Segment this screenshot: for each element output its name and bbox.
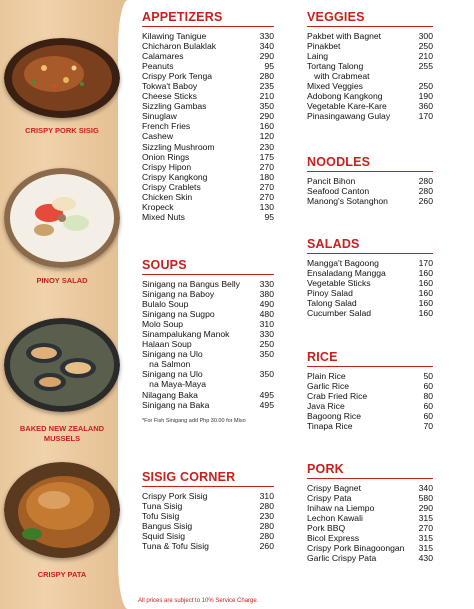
menu-item xyxy=(307,71,433,81)
menu-item-name: Ensaladang Mangga xyxy=(307,268,386,279)
menu-item xyxy=(142,101,274,111)
menu-item-name: Molo Soup xyxy=(142,319,184,330)
menu-item-name: Plain Rice xyxy=(307,371,346,381)
soups-section xyxy=(142,258,274,424)
menu-item-name: Crispy Crablets xyxy=(142,181,201,192)
menu-item-price: 160 xyxy=(418,278,433,289)
menu-item-name: Cheese Sticks xyxy=(142,91,197,102)
menu-item-price: 330 xyxy=(259,31,274,41)
image-caption: BAKED NEW ZEALAND MUSSELS xyxy=(19,424,105,443)
section-title: SALADS xyxy=(307,237,433,254)
menu-item-name: Pancit Bihon xyxy=(307,176,356,186)
menu-item-price: 230 xyxy=(259,511,274,522)
menu-item xyxy=(142,491,274,501)
menu-item-name: Squid Sisig xyxy=(142,531,185,542)
menu-item-price: 170 xyxy=(418,111,433,122)
menu-item-price: 350 xyxy=(259,101,274,112)
menu-item xyxy=(142,400,274,410)
menu-item-name: Sinigang na Bangus Belly xyxy=(142,279,240,289)
menu-item-name: Mangga't Bagoong xyxy=(307,258,379,268)
menu-item xyxy=(307,41,433,51)
menu-item xyxy=(142,71,274,81)
menu-item-name: Crispy Pork Tenga xyxy=(142,71,213,82)
menu-item-price: 430 xyxy=(418,553,433,564)
menu-item-price: 230 xyxy=(259,141,274,152)
menu-item xyxy=(307,81,433,91)
menu-item-name: Onion Rings xyxy=(142,151,190,162)
menu-item-price: 315 xyxy=(418,513,433,524)
menu-item-name: Crispy Kangkong xyxy=(142,171,208,182)
menu-item xyxy=(142,51,274,61)
menu-item-price: 350 xyxy=(259,349,274,360)
menu-item-name: Crispy Pork Sisig xyxy=(142,491,208,501)
menu-item xyxy=(307,288,433,298)
menu-item-price: 270 xyxy=(259,161,274,172)
menu-item-price: 60 xyxy=(423,381,433,392)
menu-item-name: Tuna Sisig xyxy=(142,501,183,512)
menu-item-price: 170 xyxy=(418,258,433,268)
crispy-pork-sisig-photo xyxy=(4,38,120,118)
menu-item-name: Vegetable Kare-Kare xyxy=(307,101,387,112)
pork-section xyxy=(307,462,433,563)
crispy-pata-photo xyxy=(4,462,120,558)
menu-item xyxy=(307,493,433,503)
menu-item xyxy=(307,381,433,391)
veggies-section xyxy=(307,10,433,121)
menu-item xyxy=(307,523,433,533)
menu-item-name: Kilawing Tanigue xyxy=(142,31,207,41)
menu-item xyxy=(142,279,274,289)
menu-item xyxy=(307,31,433,41)
menu-item xyxy=(307,258,433,268)
menu-item-price: 270 xyxy=(418,523,433,534)
menu-item xyxy=(142,390,274,400)
menu-item-price: 130 xyxy=(259,201,274,212)
section-title: VEGGIES xyxy=(307,10,433,27)
menu-item-name: Bulalo Soup xyxy=(142,299,189,310)
menu-item xyxy=(142,111,274,121)
menu-item-name: Talong Salad xyxy=(307,298,357,309)
menu-item-name: Crispy Bagnet xyxy=(307,483,361,493)
menu-item-name: Java Rice xyxy=(307,401,345,412)
menu-item-name: Pinasingawang Gulay xyxy=(307,111,391,122)
menu-item-name: French Fries xyxy=(142,121,191,132)
menu-item-price: 50 xyxy=(423,371,433,381)
menu-item-price: 60 xyxy=(423,411,433,422)
menu-item-name: Cashew xyxy=(142,131,174,142)
menu-item-name: Bangus Sisig xyxy=(142,521,193,532)
menu-item-price: 255 xyxy=(418,61,433,72)
menu-item-name: Pinakbet xyxy=(307,41,341,52)
menu-item xyxy=(142,61,274,71)
menu-item-price: 315 xyxy=(418,533,433,544)
menu-item-price: 490 xyxy=(259,299,274,310)
menu-item-price: 180 xyxy=(259,171,274,182)
menu-item-name: Inihaw na Liempo xyxy=(307,503,375,514)
menu-item xyxy=(307,533,433,543)
menu-item xyxy=(142,349,274,359)
menu-item xyxy=(142,131,274,141)
menu-item xyxy=(142,152,274,162)
menu-item xyxy=(307,91,433,101)
menu-item-price: 70 xyxy=(423,421,433,432)
menu-item-price: 495 xyxy=(259,389,274,400)
menu-item-name: Peanuts xyxy=(142,61,174,72)
menu-item-price: 280 xyxy=(259,501,274,512)
menu-item-price: 280 xyxy=(259,531,274,542)
menu-item xyxy=(142,289,274,299)
menu-item xyxy=(142,501,274,511)
noodles-section xyxy=(307,155,433,206)
menu-item-price: 315 xyxy=(418,543,433,554)
soup-note: *For Fish Sinigang add Php 30.00 for Miso xyxy=(142,417,246,424)
menu-item-price: 160 xyxy=(418,308,433,319)
menu-item-name: Pakbet with Bagnet xyxy=(307,31,382,41)
appetizers-section xyxy=(142,10,274,222)
menu-item-price: 250 xyxy=(418,41,433,52)
image-caption: CRISPY PATA xyxy=(37,570,87,579)
menu-item xyxy=(307,421,433,431)
menu-item-name: Adobong Kangkong xyxy=(307,91,383,102)
menu-item-price: 280 xyxy=(259,521,274,532)
menu-item-price: 310 xyxy=(259,491,274,501)
menu-item xyxy=(307,111,433,121)
menu-item-name: Crispy Pata xyxy=(307,493,352,504)
menu-item xyxy=(142,31,274,41)
menu-item-price: 290 xyxy=(418,503,433,514)
menu-item-price: 270 xyxy=(259,191,274,202)
menu-item-price: 210 xyxy=(259,91,274,102)
menu-item xyxy=(307,391,433,401)
menu-item-price: 480 xyxy=(259,309,274,320)
section-title: NOODLES xyxy=(307,155,433,172)
rice-section xyxy=(307,350,433,431)
menu-item-price: 580 xyxy=(418,493,433,504)
menu-item xyxy=(142,192,274,202)
section-title: PORK xyxy=(307,462,433,479)
menu-item xyxy=(142,162,274,172)
menu-item-price: 120 xyxy=(259,131,274,142)
menu-item xyxy=(142,182,274,192)
image-caption: PINOY SALAD xyxy=(36,276,88,285)
menu-item-price: 280 xyxy=(418,186,433,197)
menu-item xyxy=(142,121,274,131)
menu-item xyxy=(307,308,433,318)
menu-item xyxy=(307,401,433,411)
menu-item-name: Chicharon Bulaklak xyxy=(142,41,217,52)
menu-item xyxy=(142,511,274,521)
menu-item-price: 60 xyxy=(423,401,433,412)
menu-item xyxy=(142,359,274,369)
menu-item-name: Crispy Pork Binagoongan xyxy=(307,543,405,554)
menu-item xyxy=(307,196,433,206)
menu-item-name: Sizzling Mushroom xyxy=(142,141,215,152)
menu-item-price: 280 xyxy=(259,71,274,82)
menu-item-name: Sinuglaw xyxy=(142,111,177,122)
menu-item-name: Crab Fried Rice xyxy=(307,391,368,402)
menu-item-name: Tokwa't Baboy xyxy=(142,81,198,92)
menu-item-price: 380 xyxy=(259,289,274,300)
menu-item-name: na Maya-Maya xyxy=(142,379,206,390)
pinoy-salad-photo xyxy=(4,168,120,268)
sisig-corner-section xyxy=(142,470,274,551)
menu-item xyxy=(142,319,274,329)
menu-item-price: 280 xyxy=(418,176,433,186)
menu-item xyxy=(142,541,274,551)
menu-item xyxy=(142,172,274,182)
menu-item-name: Mixed Nuts xyxy=(142,211,185,222)
menu-item-name: Seafood Canton xyxy=(307,186,370,197)
menu-item-name: Tortang Talong xyxy=(307,61,364,72)
menu-item-name: Chicken Skin xyxy=(142,191,193,202)
menu-item-name: Manong's Sotanghon xyxy=(307,196,388,207)
menu-item-price: 250 xyxy=(418,81,433,92)
menu-item-name: Halaan Soup xyxy=(142,339,192,350)
menu-item xyxy=(307,51,433,61)
menu-item-price: 260 xyxy=(418,196,433,207)
menu-item-price: 160 xyxy=(418,288,433,299)
menu-item-name: Laing xyxy=(307,51,329,62)
menu-item xyxy=(307,61,433,71)
menu-item-name: Lechon Kawali xyxy=(307,513,363,524)
menu-item xyxy=(307,483,433,493)
menu-item-name: Sinampalukang Manok xyxy=(142,329,230,340)
section-title: RICE xyxy=(307,350,433,367)
menu-item-price: 95 xyxy=(264,61,274,72)
menu-item xyxy=(142,369,274,379)
menu-item xyxy=(142,91,274,101)
menu-item-price: 330 xyxy=(259,279,274,289)
menu-item-name: na Salmon xyxy=(142,359,191,370)
baked-mussels-photo xyxy=(4,318,120,412)
menu-item-price: 270 xyxy=(259,181,274,192)
menu-item-name: Sizzling Gambas xyxy=(142,101,207,112)
menu-item-name: Bicol Express xyxy=(307,533,360,544)
menu-item-name: Garlic Rice xyxy=(307,381,350,392)
menu-item-price: 330 xyxy=(259,329,274,340)
menu-item xyxy=(142,339,274,349)
menu-item xyxy=(307,298,433,308)
menu-item-name: Sinigang na Sugpo xyxy=(142,309,215,320)
menu-item xyxy=(142,379,274,389)
menu-item-name: Nilagang Baka xyxy=(142,389,198,400)
menu-item xyxy=(307,553,433,563)
menu-item-name: with Crabmeat xyxy=(307,71,370,82)
menu-item-name: Sinigang na Ulo xyxy=(142,369,203,380)
menu-item-price: 235 xyxy=(259,81,274,92)
menu-item-name: Mixed Veggies xyxy=(307,81,363,92)
menu-item-price: 80 xyxy=(423,391,433,402)
menu-item-price: 160 xyxy=(259,121,274,132)
menu-item-name: Pinoy Salad xyxy=(307,288,353,299)
menu-item-name: Tinapa Rice xyxy=(307,421,353,432)
section-title: APPETIZERS xyxy=(142,10,274,27)
menu-item-price: 340 xyxy=(418,483,433,493)
menu-item-price: 310 xyxy=(259,319,274,330)
menu-item xyxy=(142,142,274,152)
menu-item-name: Sinigang na Baboy xyxy=(142,289,215,300)
menu-item-name: Vegetable Sticks xyxy=(307,278,371,289)
menu-item-name: Kropeck xyxy=(142,201,174,212)
menu-item xyxy=(142,309,274,319)
menu-item-name: Tuna & Tofu Sisig xyxy=(142,541,209,552)
menu-item-name: Crispy Hipon xyxy=(142,161,192,172)
menu-item-name: Garlic Crispy Pata xyxy=(307,553,377,564)
image-caption: CRISPY PORK SISIG xyxy=(25,126,99,135)
section-title: SOUPS xyxy=(142,258,274,275)
menu-item xyxy=(307,371,433,381)
menu-item xyxy=(142,212,274,222)
menu-item-name: Sinigang na Baka xyxy=(142,399,210,410)
menu-item-price: 175 xyxy=(259,151,274,162)
menu-item-name: Bagoong Rice xyxy=(307,411,361,422)
menu-item-price: 210 xyxy=(418,51,433,62)
menu-item-price: 290 xyxy=(259,111,274,122)
menu-item xyxy=(307,101,433,111)
menu-item-price: 190 xyxy=(418,91,433,102)
menu-item xyxy=(307,176,433,186)
menu-item-price: 340 xyxy=(259,41,274,52)
section-title: SISIG CORNER xyxy=(142,470,274,487)
menu-item xyxy=(307,278,433,288)
menu-item xyxy=(307,411,433,421)
service-charge-note: All prices are subject to 10% Service Charge. xyxy=(138,598,259,604)
menu-item-name: Calamares xyxy=(142,51,184,62)
menu-item xyxy=(307,543,433,553)
menu-item-name: Pork BBQ xyxy=(307,523,346,534)
menu-item-name: Tofu Sisig xyxy=(142,511,180,522)
menu-item xyxy=(142,41,274,51)
menu-item-price: 300 xyxy=(418,31,433,41)
menu-item xyxy=(142,81,274,91)
menu-item xyxy=(142,531,274,541)
menu-item-price: 160 xyxy=(418,268,433,279)
menu-item-price: 260 xyxy=(259,541,274,552)
menu-item-price: 360 xyxy=(418,101,433,112)
salads-section xyxy=(307,237,433,318)
menu-item xyxy=(307,268,433,278)
menu-item-name: Sinigang na Ulo xyxy=(142,349,203,360)
menu-item-price: 495 xyxy=(259,399,274,410)
menu-item xyxy=(142,202,274,212)
menu-item xyxy=(142,299,274,309)
menu-item-price: 350 xyxy=(259,369,274,380)
menu-item-price: 95 xyxy=(264,211,274,222)
menu-item xyxy=(307,513,433,523)
menu-item xyxy=(307,503,433,513)
menu-item-price: 290 xyxy=(259,51,274,62)
menu-item xyxy=(142,521,274,531)
menu-item-price: 160 xyxy=(418,298,433,309)
menu-item-name: Cucumber Salad xyxy=(307,308,372,319)
menu-item xyxy=(307,186,433,196)
menu-item-price: 250 xyxy=(259,339,274,350)
menu-item xyxy=(142,329,274,339)
